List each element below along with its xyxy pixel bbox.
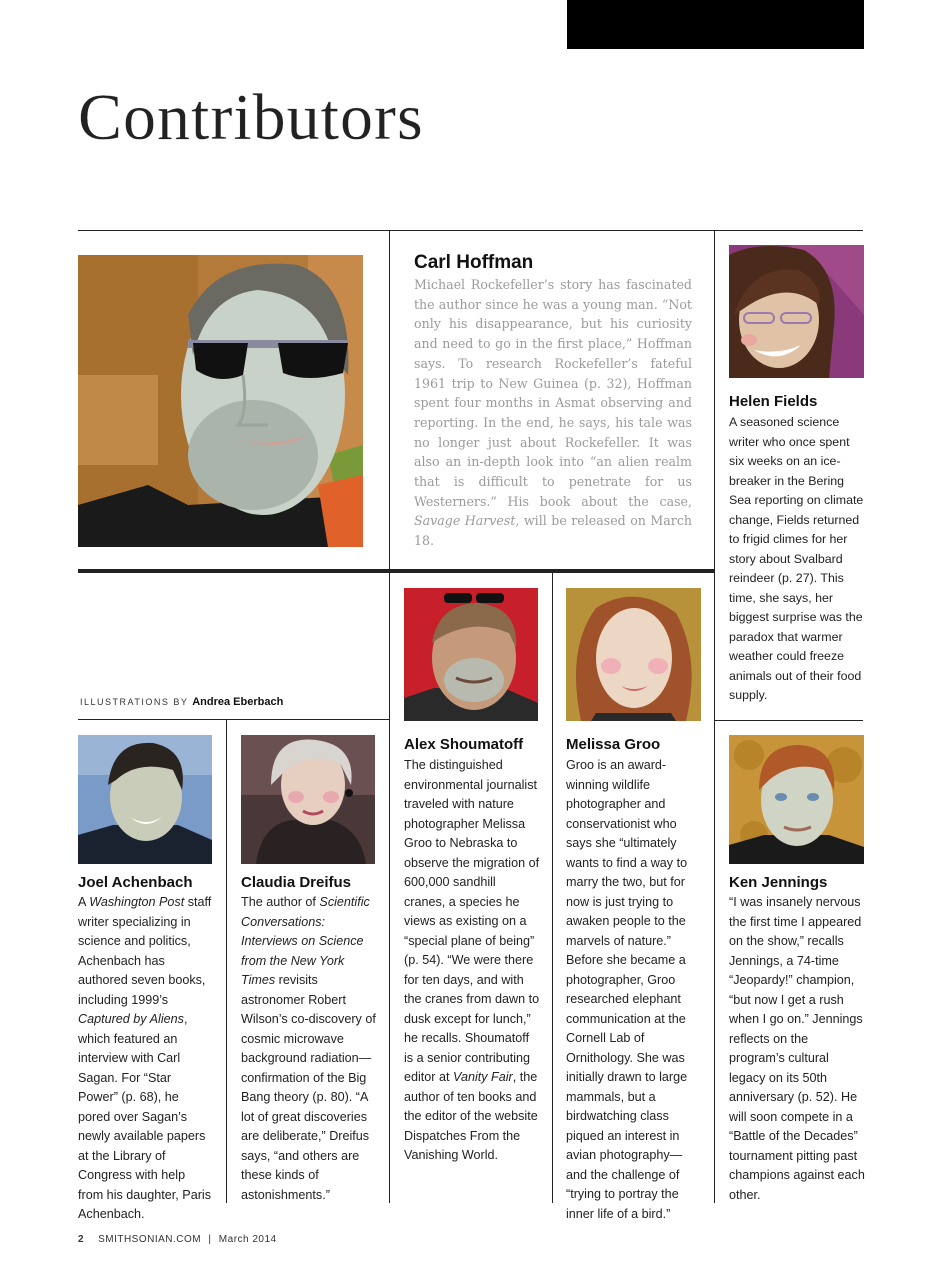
groo-name: Melissa Groo [566, 736, 661, 753]
divider-dreifus-left [226, 720, 227, 1203]
header-black-bar [567, 0, 864, 49]
achenbach-name: Joel Achenbach [78, 874, 193, 891]
footer-date: March 2014 [218, 1234, 277, 1245]
divider-groo-left [552, 573, 553, 1203]
joel-achenbach-portrait [78, 735, 212, 864]
hoffman-bio-text: Michael Rockefeller’s story has fascinated the author since he was a young man. “Not only his disappearance, but his curiosity and need to go in the first place,” Hoffman says. To research Rockefeller’s fateful 1961 trip to New Guinea (p. 32), Hoffman spent four months in Asmat observing and reporting. In the end, he says, his tale was no longer just about Rockefeller. It was also an in-depth look into “an alien realm that is difficult to penetrate for us Westerners.” His book about the case, [414, 277, 692, 509]
divider-jennings-left [714, 720, 715, 1203]
top-rule [78, 230, 863, 231]
alex-shoumatoff-portrait [404, 588, 538, 721]
shoumatoff-bio-text: The distinguished environmental journalist traveled with nature photographer Melissa Groo to Nebraska to observe the migration of 600,000 sandhill cranes, a species he views as existing on a “special plane of being” (p. 54). “We were there for ten days, and with the cranes from dawn to dusk except for lunch,” he recalls. Shoumatoff is a senior contributing editor at [404, 758, 540, 1084]
shoumatoff-magazine: Vanity Fair [453, 1070, 513, 1084]
dreifus-bio-1: The author of [241, 895, 320, 909]
shoumatoff-bio [404, 756, 540, 1166]
dreifus-name: Claudia Dreifus [241, 874, 352, 891]
credit-name: Andrea Eberbach [192, 696, 284, 708]
hoffman-bio [414, 275, 692, 551]
groo-bio: Groo is an award-winning wildlife photographer and conservationist who says she “ultimately wants to find a way to marry the two, but for now is just trying to awaken people to the marvels of nature.” Before she became a photographer, Groo researched elephant communication at the Cornell Lab of Ornithology. She was initially drawn to large mammals, but a birdwatching class piqued an interest in avian photography—and the challenge of “trying to portray the inner life of a bird.” [566, 758, 688, 1221]
dreifus-bio [241, 893, 377, 1205]
dreifus-bio-3: revisits astronomer Robert Wilson’s co-discovery of cosmic microwave background radiation—confirmation of the Big Bang theory (p. 80). “A lot of great discoveries are deliberate,” Dreifus says, “and others are these kinds of astonishments.” [241, 973, 376, 1202]
achenbach-bio-3: staff writer specializing in science and politics, Achenbach has authored seven books, including 1999’s [78, 895, 212, 1007]
hoffman-book-title: Savage Harvest [414, 513, 516, 529]
credit-rule [78, 719, 389, 720]
achenbach-bio-1: A [78, 895, 90, 909]
achenbach-bio [78, 893, 213, 1225]
fields-bio: A seasoned science writer who once spent six weeks on an ice-breaker in the Bering Sea reporting on climate change, Fields returned to frigid climes for her story about Svalbard reindeer (p. 27). This time, she says, her biggest surprise was the paradox that warmer weather could freeze animals out of their food supply. [729, 415, 864, 702]
divider-shoumatoff-left [389, 573, 390, 1203]
melissa-groo-portrait [566, 588, 701, 721]
jennings-name: Ken Jennings [729, 874, 828, 891]
achenbach-bio-5: , which featured an interview with Carl Sagan. For “Star Power” (p. 68), he pored over Sagan’s newly available papers at the Library of Congress with help from his daughter, Paris Achenbach. [78, 1012, 211, 1221]
carl-hoffman-portrait [78, 255, 363, 547]
achenbach-paper: Washington Post [89, 895, 185, 909]
page-footer [78, 1234, 277, 1245]
achenbach-book: Captured by Aliens [78, 1012, 184, 1026]
fields-bottom-rule [714, 720, 863, 721]
footer-separator: | [208, 1234, 212, 1245]
divider-fields-left [714, 230, 715, 720]
helen-fields-portrait [729, 245, 864, 378]
credit-prefix: ILLUSTRATIONS BY [80, 697, 189, 707]
illustration-credit [80, 696, 283, 708]
hoffman-name: Carl Hoffman [414, 252, 534, 273]
dreifus-book: Scientific Conversations: Interviews on Science from the New York Times [241, 895, 370, 987]
footer-page-number: 2 [78, 1234, 85, 1245]
shoumatoff-bio-end: , the author of ten books and the editor of the website Dispatches From the Vanishing World. [404, 1070, 538, 1162]
thick-rule [78, 569, 715, 573]
jennings-bio: “I was insanely nervous the first time I appeared on the show,” recalls Jennings, a 74-time “Jeopardy!” champion, “but now I get a rush when I go on.” Jennings reflects on the program’s cultural legacy on its 50th anniversary (p. 52). He will soon compete in a “Battle of the Decades” tournament pitting past champions against each other. [729, 895, 865, 1202]
fields-name: Helen Fields [729, 393, 818, 410]
divider-hoffman-left [389, 230, 390, 570]
hoffman-bio-end: , will be released on March 18. [414, 513, 692, 549]
ken-jennings-portrait [729, 735, 864, 864]
shoumatoff-name: Alex Shoumatoff [404, 736, 524, 753]
claudia-dreifus-portrait [241, 735, 375, 864]
footer-site: SMITHSONIAN.COM [98, 1234, 202, 1245]
page-title: Contributors [78, 81, 424, 154]
